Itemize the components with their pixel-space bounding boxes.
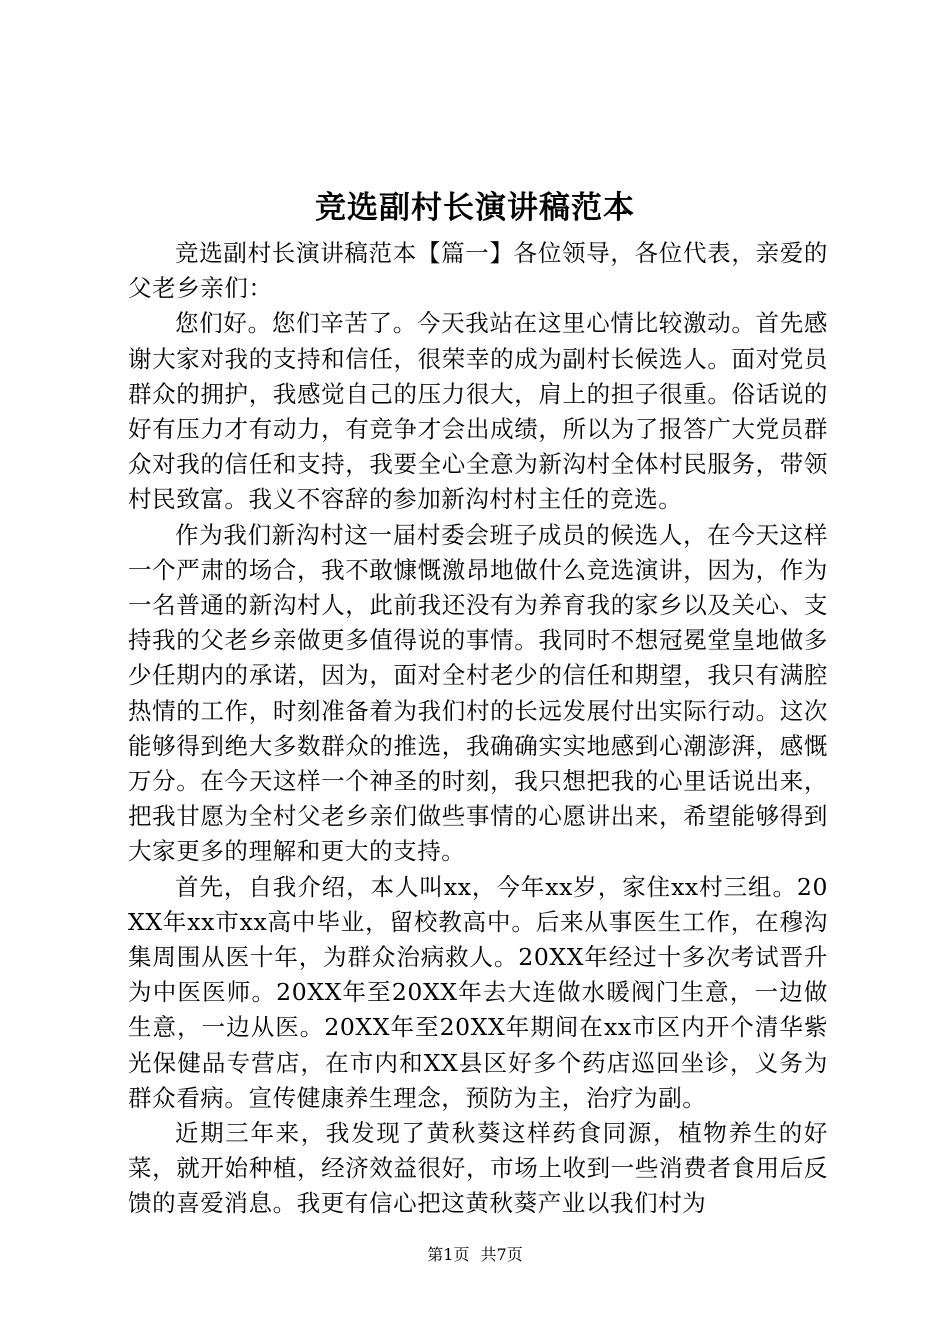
paragraph-1: 竞选副村长演讲稿范本【篇一】各位领导，各位代表，亲爱的父老乡亲们： [128,239,828,303]
document-title: 竞选副村长演讲稿范本 [315,190,635,226]
paragraph-5: 近期三年来，我发现了黄秋葵这样药食同源，植物养生的好菜，就开始种植，经济效益很好，市场上收到一些消费者食用后反馈的喜爱消息。我更有信心把这黄秋葵产业以我们村为 [128,1119,828,1218]
paragraph-3: 作为我们新沟村这一届村委会班子成员的候选人，在今天这样一个严肃的场合，我不敢慷慨激昂地做什么竞选演讲，因为，作为一名普通的新沟村人，此前我还没有为养育我的家乡以及关心、支持我的父老乡亲做更多值得说的事情。我同时不想冠冕堂皇地做多少任期内的承诺，因为，面对全村老少的信任和期望，我只有满腔热情的工作，时刻准备着为我们村的长远发展付出实际行动。这次能够得到绝大多数群众的推选，我确确实实地感到心潮澎湃，感慨万分。在今天这样一个神圣的时刻，我只想把我的心里话说出来，把我甘愿为全村父老乡亲们做些事情的心愿讲出来，希望能够得到大家更多的理解和更大的支持。 [128,520,828,866]
document-body [128,236,828,1222]
page-number-footer: 第1页 共7页 [427,1245,523,1264]
paragraph-4: 首先，自我介绍，本人叫xx，今年xx岁，家住xx村三组。20XX年xx市xx高中毕业，留校教高中。后来从事医生工作，在穆沟集周围从医十年，为群众治病救人。20XX年经过十多次考试晋升为中医医师。20XX年至20XX年去大连做水暖阀门生意，一边做生意，一边从医。20XX年至20XX年期间在xx市区内开个清华紫光保健品专营店，在市内和XX县区好多个药店巡回坐诊，义务为群众看病。宣传健康养生理念，预防为主，治疗为副。 [128,872,828,1112]
paragraph-2: 您们好。您们辛苦了。今天我站在这里心情比较激动。首先感谢大家对我的支持和信任，很荣幸的成为副村长候选人。面对党员群众的拥护，我感觉自己的压力很大，肩上的担子很重。俗话说的好有压力才有动力，有竞争才会出成绩，所以为了报答广大党员群众对我的信任和支持，我要全心全意为新沟村全体村民服务，带领村民致富。我义不容辞的参加新沟村村主任的竞选。 [128,309,828,514]
